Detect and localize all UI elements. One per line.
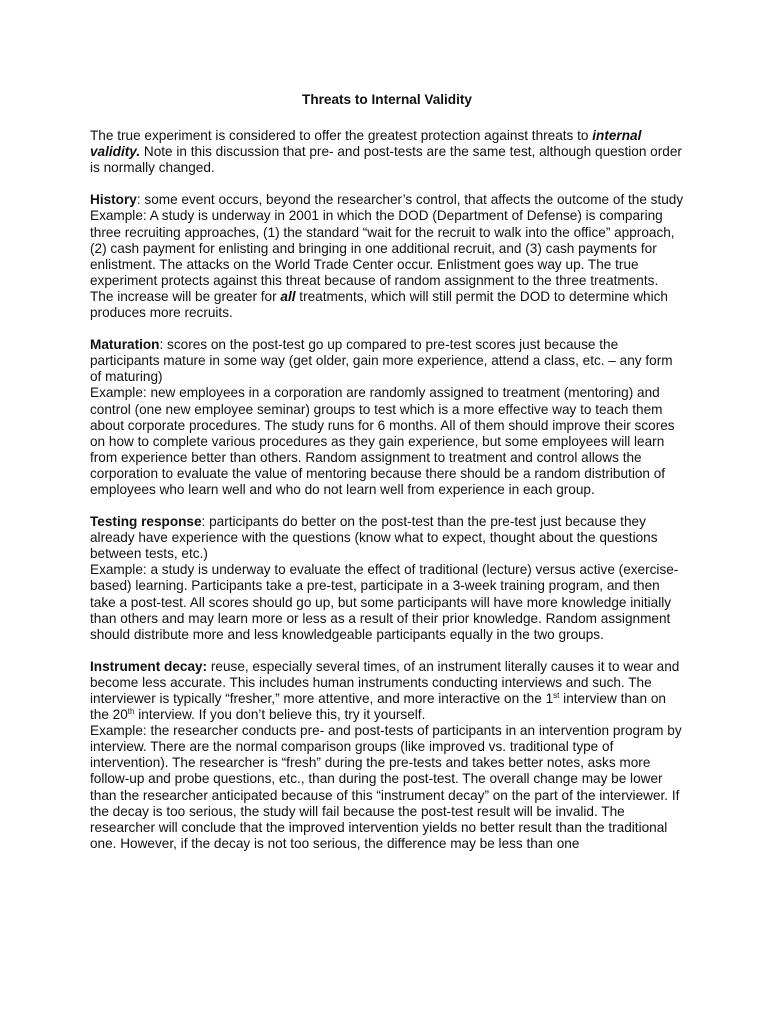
- history-example-start: Example: A study is underway in 2001 in which the DOD (Department of Defense) is comparing three recruiting approaches, (1) the standard “wait for the recruit to walk into the office” approach, (2) cash payment for enlisting and bringing in one additional recruit, and (3) cash payments for enlistment. The attacks on the World Trade Center occur. Enlistment goes way up. The true experiment protects against this threat because of random assignment to the three treatments. The increase will be greater for: [90, 208, 675, 304]
- superscript-st: st: [553, 691, 560, 700]
- superscript-th: th: [127, 707, 135, 717]
- intro-text: [90, 128, 684, 176]
- document-title: Threats to Internal Validity: [302, 92, 472, 107]
- instrument-example: Example: the researcher conducts pre- and post-tests of participants in an intervention program by interview. There are the normal comparison groups (like improved vs. traditional type of intervention). The researcher is “fresh” during the pre-tests and takes better notes, asks more follow-up and probe questions, etc., than during the post-test. The overall change may be lower than the researcher anticipated because of this “instrument decay” on the part of the interviewer. If the decay is too serious, the study will fail because the post-test result will be invalid. The researcher will conclude that the improved intervention yields no better result than the traditional one. However, if the decay is not too serious, the difference may be less than one: [90, 723, 682, 851]
- intro-text-end: Note in this discussion that pre- and post-tests are the same test, although question order is normally changed.: [90, 144, 682, 176]
- maturation-section: [90, 337, 684, 498]
- testing-term: Testing response: [90, 514, 202, 530]
- instrument-section: [90, 659, 684, 852]
- instrument-definition-a: reuse, especially several times, of an instrument literally causes it to wear and become less accurate. This includes human instruments conducting interviews and such. The interviewer is typically “fresher,” more attentive, and more interactive on the 1: [90, 658, 680, 706]
- testing-section: [90, 514, 684, 643]
- maturation-example: Example: new employees in a corporation are randomly assigned to treatment (mentoring) and control (one new employee seminar) groups to test which is a more effective way to teach them about corporate procedures. The study runs for 6 months. All of them should improve their scores on how to complete various procedures as they gain experience, but some employees will learn from experience better than others. Random assignment to treatment and control allows the corporation to evaluate the value of mentoring because there should be a random distribution of employees who learn well and who do not learn well from experience in each group.: [90, 385, 675, 497]
- testing-definition-text: : participants do better on the post-test than the pre-test just because they already have experience with the questions (know what to expect, thought about the questions between tests, etc.): [90, 514, 658, 562]
- internal-validity-emphasis: internal validity.: [90, 128, 642, 160]
- maturation-term: Maturation: [90, 337, 160, 353]
- document-page: [90, 92, 684, 868]
- maturation-definition-text: : scores on the post-test go up compared to pre-test scores just because the participants mature in some way (get older, gain more experience, attend a class, etc. – any form of maturing): [90, 337, 673, 385]
- history-section: [90, 192, 684, 321]
- intro-paragraph: [90, 128, 684, 176]
- instrument-definition: [90, 659, 684, 723]
- history-definition: [90, 192, 684, 208]
- history-term: History: [90, 192, 137, 208]
- history-example: [90, 208, 684, 321]
- history-example-end: treatments, which will still permit the DOD to determine which produces more recruits.: [90, 288, 668, 321]
- testing-example: Example: a study is underway to evaluate the effect of traditional (lecture) versus active (exercise-based) learning. Participants take a pre-test, participate in a 3-week training program, and then take a post-test. All scores should go up, but some participants will have more knowledge initially than others and may learn more or less as a result of their prior knowledge. Random assignment should distribute more and less knowledgeable participants equally in the two groups.: [90, 562, 679, 642]
- testing-definition: [90, 514, 684, 562]
- intro-text-start: The true experiment is considered to offer the greatest protection against threats to: [90, 128, 593, 144]
- history-definition-text: : some event occurs, beyond the researcher’s control, that affects the outcome of the study: [136, 192, 684, 208]
- instrument-term: Instrument decay:: [90, 658, 208, 674]
- instrument-definition-b: interview than on the 20: [90, 691, 666, 723]
- instrument-definition-c: interview. If you don’t believe this, try it yourself.: [134, 707, 426, 723]
- all-emphasis: all: [280, 288, 296, 304]
- maturation-definition: [90, 337, 684, 385]
